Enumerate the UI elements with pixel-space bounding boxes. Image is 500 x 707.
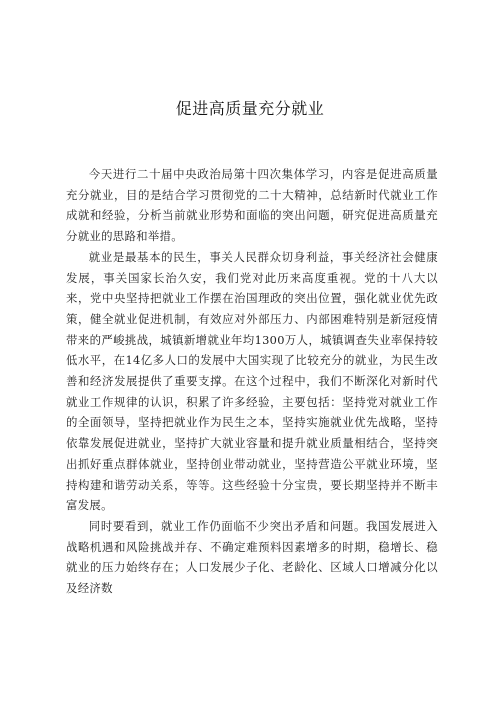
paragraph-1: 今天进行二十届中央政治局第十四次集体学习，内容是促进高质量充分就业，目的是结合学习贯彻党的二十大精神，总结新时代就业工作成就和经验，分析当前就业形势和面临的突出问题，研究促进高质量充分就业的思路和举措。 <box>66 167 438 244</box>
paragraph-3: 同时要看到，就业工作仍面临不少突出矛盾和问题。我国发展进入战略机遇和风险挑战并存、不确定难预料因素增多的时期，稳增长、稳就业的压力始终存在；人口发展少子化、老龄化、区域人口增减分化以及经济数 <box>66 518 438 596</box>
document-title: 促进高质量充分就业 <box>175 99 325 118</box>
document-body <box>66 164 438 599</box>
paragraph-2: 就业是最基本的民生，事关人民群众切身利益，事关经济社会健康发展，事关国家长治久安，我们党对此历来高度重视。党的十八大以来，党中央坚持把就业工作摆在治国理政的突出位置，强化就业优先政策，健全就业促进机制，有效应对外部压力、内部困难特别是新冠疫情带来的严峻挑战，城镇新增就业年均1300万人，城镇调查失业率保持较低水平，在14亿多人口的发展中大国实现了比较充分的就业，为民生改善和经济发展提供了重要支撑。在这个过程中，我们不断深化对新时代就业工作规律的认识，积累了许多经验，主要包括：坚持党对就业工作的全面领导，坚持把就业作为民生之本，坚持实施就业优先战略，坚持依靠发展促进就业，坚持扩大就业容量和提升就业质量相结合，坚持突出抓好重点群体就业，坚持创业带动就业，坚持营造公平就业环境，坚持构建和谐劳动关系，等等。这些经验十分宝贵，要长期坚持并不断丰富发展。 <box>66 249 438 513</box>
